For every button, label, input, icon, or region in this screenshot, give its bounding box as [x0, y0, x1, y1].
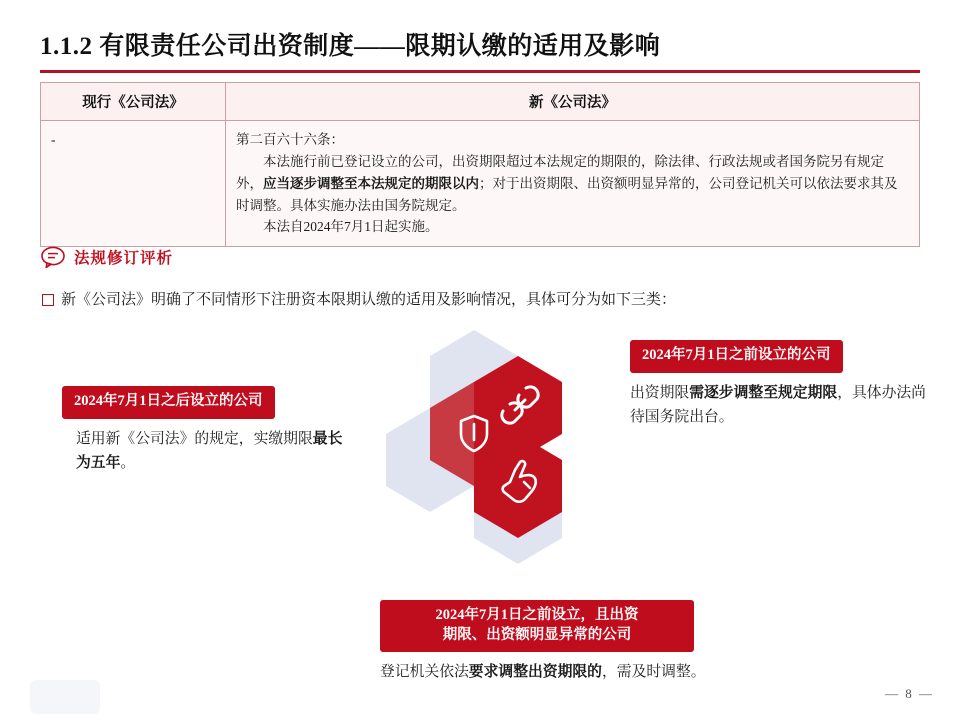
- column-header-new-law: 新《公司法》: [226, 83, 920, 121]
- callout-right-note: [630, 381, 930, 430]
- callout-before-2024: [630, 340, 930, 429]
- title-underline: [40, 70, 920, 73]
- article-paragraph-2: 本法自2024年7月1日起实施。: [263, 219, 439, 235]
- callout-left-note-a: 适用新《公司法》的规定，实缴期限: [76, 430, 313, 447]
- callout-right-tag: 2024年7月1日之前设立的公司: [630, 340, 843, 373]
- callout-bottom-note: [380, 660, 710, 684]
- footer-watermark: [30, 680, 100, 714]
- callout-left-note: [62, 427, 352, 476]
- callout-bottom-tag: [380, 600, 694, 652]
- article-heading: 第二百六十六条：: [236, 132, 344, 147]
- callout-right-note-c: ，具体办法尚待国务院出台。: [630, 384, 926, 425]
- callout-after-2024: [62, 386, 352, 475]
- table-header-row: [41, 83, 920, 121]
- column-header-current-law: 现行《公司法》: [41, 83, 226, 121]
- comparison-table: [40, 82, 920, 247]
- callout-right-note-a: 出资期限: [630, 384, 690, 401]
- cell-current-law: -: [41, 121, 226, 247]
- article-text-a: 本法施行前已登记设立的公司，出资期限超过本法规定的期限的，除法律、行政法规或者国务院另有规定外，: [236, 153, 884, 191]
- callout-abnormal-case: [380, 600, 710, 685]
- bullet-line: [42, 288, 676, 309]
- callout-bottom-tag-line2: 期限、出资额明显异常的公司: [442, 626, 632, 643]
- square-bullet-icon: [42, 294, 54, 306]
- cell-new-law: [226, 121, 920, 247]
- table-row: [41, 121, 920, 247]
- callout-bottom-note-a: 登记机关依法: [380, 664, 469, 681]
- article-paragraph-1: [236, 151, 909, 217]
- callout-left-note-c: 。: [120, 454, 136, 471]
- callout-right-note-bold: 需逐步调整至规定期限: [689, 384, 838, 401]
- bullet-text: 新《公司法》明确了不同情形下注册资本限期认缴的适用及影响情况，具体可分为如下三类：: [61, 292, 677, 308]
- page-title: 1.1.2 有限责任公司出资制度——限期认缴的适用及影响: [40, 33, 661, 60]
- callout-bottom-note-c: ，需及时调整。: [601, 664, 706, 681]
- hexagon-graphic: [370, 320, 600, 580]
- comment-dots-icon: [40, 244, 66, 270]
- callout-bottom-tag-line1: 2024年7月1日之前设立，且出资: [435, 607, 639, 623]
- page-number: — 8 —: [885, 686, 934, 701]
- article-text-c: ；对于出资期限、出资额明显异常的，公司登记机关可以依法要求其及时调整。具体实施办法由国务院规定。: [236, 175, 898, 213]
- callout-left-note-bold: 最长为五年: [76, 430, 343, 471]
- callout-left-tag: 2024年7月1日之后设立的公司: [62, 386, 275, 419]
- section-title: 法规修订评析: [74, 250, 174, 267]
- callout-bottom-note-bold: 要求调整出资期限的: [468, 664, 602, 681]
- article-text-bold: 应当逐步调整至本法规定的期限以内: [263, 175, 479, 191]
- section-heading: [40, 244, 173, 270]
